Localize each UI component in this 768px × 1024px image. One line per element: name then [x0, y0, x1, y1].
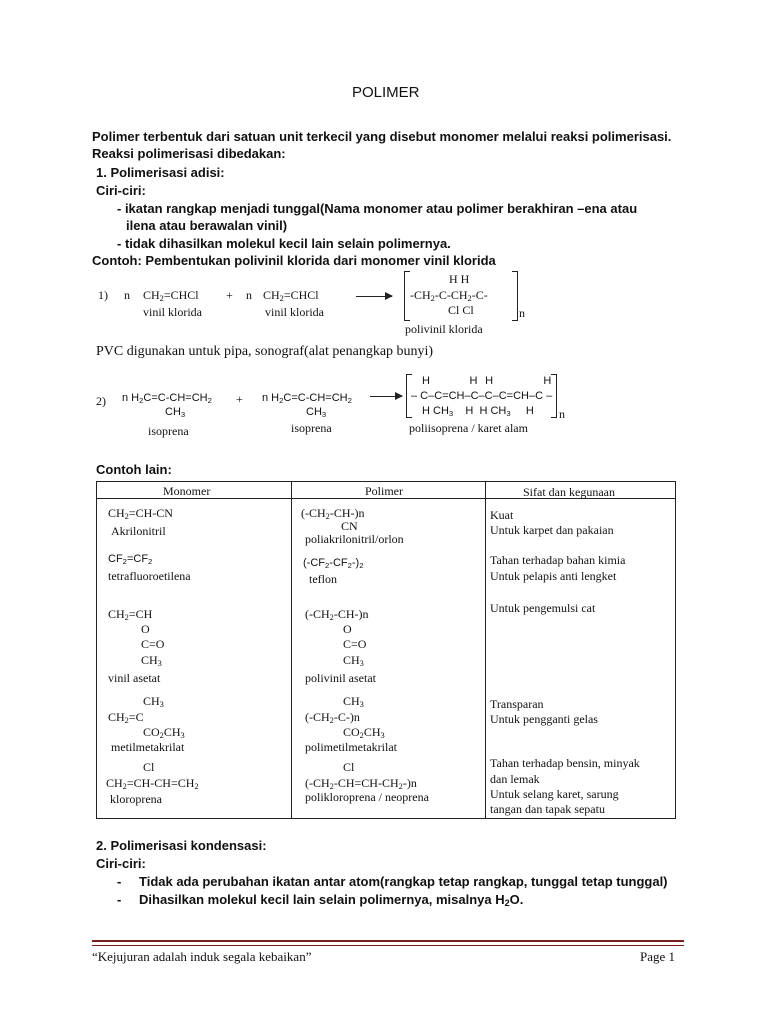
table-row-3-monomer-name: vinil asetat — [108, 671, 161, 685]
reaction-1-product-cl: Cl Cl — [448, 303, 474, 317]
reaction-2-product-chain: – C–C=CH–C–C–C=CH–C – — [411, 390, 553, 402]
footer-rule — [92, 940, 684, 942]
table-row-5-polymer-name: polikloroprena / neoprena — [305, 790, 429, 804]
table-row-3-monomer-co: C=O — [141, 637, 165, 651]
table-row-3-polymer-formula: $(-CH_2-CH-)n$ — [305, 607, 369, 622]
section-2-bullet-2: Dihasilkan molekul kecil lain selain polimernya, misalnya $H_2O$. — [139, 892, 524, 908]
section-2-ciri-label: Ciri-ciri: — [96, 856, 146, 871]
table-row-5-polymer-top: Cl — [343, 760, 355, 774]
reaction-1-formula-1: $CH_2=CHCl$ — [143, 288, 199, 303]
table-row-2-monomer-formula: $CF_2=CF_2$ — [108, 553, 153, 566]
reaction-2-ch3-1: $CH_3$ — [165, 406, 186, 419]
table-header-sifat: Sifat dan kegunaan — [523, 485, 615, 499]
reaction-1-product-name: polivinil klorida — [405, 322, 483, 336]
table-row-4-polymer-sub: $CO_2CH_3$ — [343, 725, 385, 740]
table-row-4-polymer-top: $CH_3$ — [343, 694, 364, 709]
reaction-1-n2: n — [246, 288, 252, 302]
table-row-3-monomer-ch3: $CH_3$ — [141, 653, 162, 668]
footer-page-number: Page 1 — [640, 949, 676, 964]
table-row-1-sifat-2: Untuk karpet dan pakaian — [490, 523, 614, 537]
table-row-5-polymer-formula: $(-CH_2-CH=CH-CH_2-)n$ — [305, 776, 417, 791]
table-row-1-monomer-formula: $CH_2=CH-CN$ — [108, 506, 173, 521]
table-row-4-polymer-formula: $(-CH_2-C-)n$ — [305, 710, 360, 725]
reaction-2-formula-1: n $H_2C=C-CH=CH_2$ — [122, 392, 212, 405]
reaction-2-product-n: n — [559, 407, 565, 421]
reaction-1-name-1: vinil klorida — [143, 305, 202, 319]
table-row-2-monomer-name: tetrafluoroetilena — [108, 569, 191, 583]
reaction-2-formula-2: n $H_2C=C-CH=CH_2$ — [262, 392, 352, 405]
intro-line-1: Polimer terbentuk dari satuan unit terkecil yang disebut monomer melalui reaksi polimerisasi. — [92, 129, 672, 144]
reaction-1-plus: + — [226, 288, 233, 302]
table-row-3-monomer-o: O — [141, 622, 150, 636]
table-row-4-monomer-formula: $CH_2=C$ — [108, 710, 144, 725]
reaction-1-product-n: n — [519, 306, 525, 320]
table-row-4-monomer-top: $CH_3$ — [143, 694, 164, 709]
table-row-3-monomer-formula: $CH_2=CH$ — [108, 607, 153, 622]
reaction-1-arrow — [356, 296, 392, 297]
table-divider — [485, 482, 486, 818]
table-row-1-monomer-name: Akrilonitril — [111, 524, 166, 538]
table-row-3-polymer-ch3: $CH_3$ — [343, 653, 364, 668]
reaction-2-product-top: H H H H — [422, 375, 552, 387]
contoh-lain-label: Contoh lain: — [96, 462, 172, 477]
reaction-1-number: 1) — [98, 288, 108, 302]
table-row-1-polymer-name: poliakrilonitril/orlon — [305, 532, 404, 546]
table-header-polimer: Polimer — [365, 484, 403, 498]
table-row-2-sifat-2: Untuk pelapis anti lengket — [490, 569, 617, 583]
table-row-5-sifat-1: Tahan terhadap bensin, minyak — [490, 756, 640, 770]
table-divider — [291, 482, 292, 818]
reaction-2-product-bottom: H $CH_3$ H H $CH_3$ H — [422, 405, 534, 418]
table-row-2-polymer-name: teflon — [309, 572, 337, 586]
reaction-2-product-name: poliisoprena / karet alam — [409, 421, 528, 435]
reaction-2-name-1: isoprena — [148, 424, 189, 438]
section-1-contoh: Contoh: Pembentukan polivinil klorida dari monomer vinil klorida — [92, 253, 496, 268]
table-row-4-monomer-name: metilmetakrilat — [111, 740, 185, 754]
section-1-ciri-label: Ciri-ciri: — [96, 183, 146, 198]
footer-rule-thin — [92, 945, 684, 946]
table-row-4-polymer-name: polimetilmetakrilat — [305, 740, 397, 754]
intro-line-2: Reaksi polimerisasi dibedakan: — [92, 146, 286, 161]
table-row-5-monomer-name: kloroprena — [110, 792, 162, 806]
reaction-2-name-2: isoprena — [291, 421, 332, 435]
section-1-bullet-2: - tidak dihasilkan molekul kecil lain selain polimernya. — [117, 236, 451, 251]
section-2-bullet-1: Tidak ada perubahan ikatan antar atom(rangkap tetap rangkap, tunggal tetap tunggal) — [139, 874, 668, 889]
section-2-heading: 2. Polimerisasi kondensasi: — [96, 838, 267, 853]
reaction-1-n1: n — [124, 288, 130, 302]
section-2-dash-1: - — [117, 874, 122, 889]
polymer-table — [96, 481, 676, 819]
table-row-3-polymer-o: O — [343, 622, 352, 636]
reaction-1-product-chain: $-CH_2-C-CH_2-C-$ — [410, 288, 488, 303]
table-row-5-monomer-formula: $CH_2=CH-CH=CH_2$ — [106, 776, 199, 791]
section-1-bullet-1b: ilena atau berawalan vinil) — [126, 218, 288, 233]
table-row-5-sifat-4: tangan dan tapak sepatu — [490, 802, 605, 816]
table-row-4-sifat-1: Transparan — [490, 697, 544, 711]
reaction-1-formula-2: $CH_2=CHCl$ — [263, 288, 319, 303]
section-2-dash-2: - — [117, 892, 122, 907]
table-header-monomer: Monomer — [163, 484, 211, 498]
reaction-1-product-h: H H — [449, 272, 470, 286]
table-row-3-polymer-co: C=O — [343, 637, 367, 651]
table-row-1-polymer-sub: CN — [341, 519, 358, 533]
table-row-4-sifat-2: Untuk pengganti gelas — [490, 712, 598, 726]
page-title: POLIMER — [352, 84, 420, 101]
section-1-bullet-1a: - ikatan rangkap menjadi tunggal(Nama monomer atau polimer berakhiran –ena atau — [117, 201, 638, 216]
table-row-5-sifat-2: dan lemak — [490, 772, 540, 786]
footer-quote: “Kejujuran adalah induk segala kebaikan” — [92, 949, 312, 964]
table-row-3-sifat-1: Untuk pengemulsi cat — [490, 601, 596, 615]
section-1-heading: 1. Polimerisasi adisi: — [96, 165, 225, 180]
table-row-2-polymer-formula: $(-CF_2-CF_2-)_2$ — [303, 557, 364, 570]
reaction-1-name-2: vinil klorida — [265, 305, 324, 319]
reaction-2-arrow — [370, 396, 402, 397]
table-row-5-monomer-top: Cl — [143, 760, 155, 774]
reaction-2-number: 2) — [96, 394, 106, 408]
reaction-2-plus: + — [236, 392, 243, 406]
reaction-2-ch3-2: $CH_3$ — [306, 406, 327, 419]
table-row-3-polymer-name: polivinil asetat — [305, 671, 376, 685]
table-row-2-sifat-1: Tahan terhadap bahan kimia — [490, 553, 626, 567]
table-row-1-polymer-formula: $(-CH_2-CH-)n$ — [301, 506, 365, 521]
table-row-5-sifat-3: Untuk selang karet, sarung — [490, 787, 619, 801]
table-row-1-sifat-1: Kuat — [490, 508, 514, 522]
table-row-4-monomer-sub: $CO_2CH_3$ — [143, 725, 185, 740]
pvc-note: PVC digunakan untuk pipa, sonograf(alat penangkap bunyi) — [96, 344, 434, 359]
reaction-1-bracket-right — [512, 271, 518, 321]
